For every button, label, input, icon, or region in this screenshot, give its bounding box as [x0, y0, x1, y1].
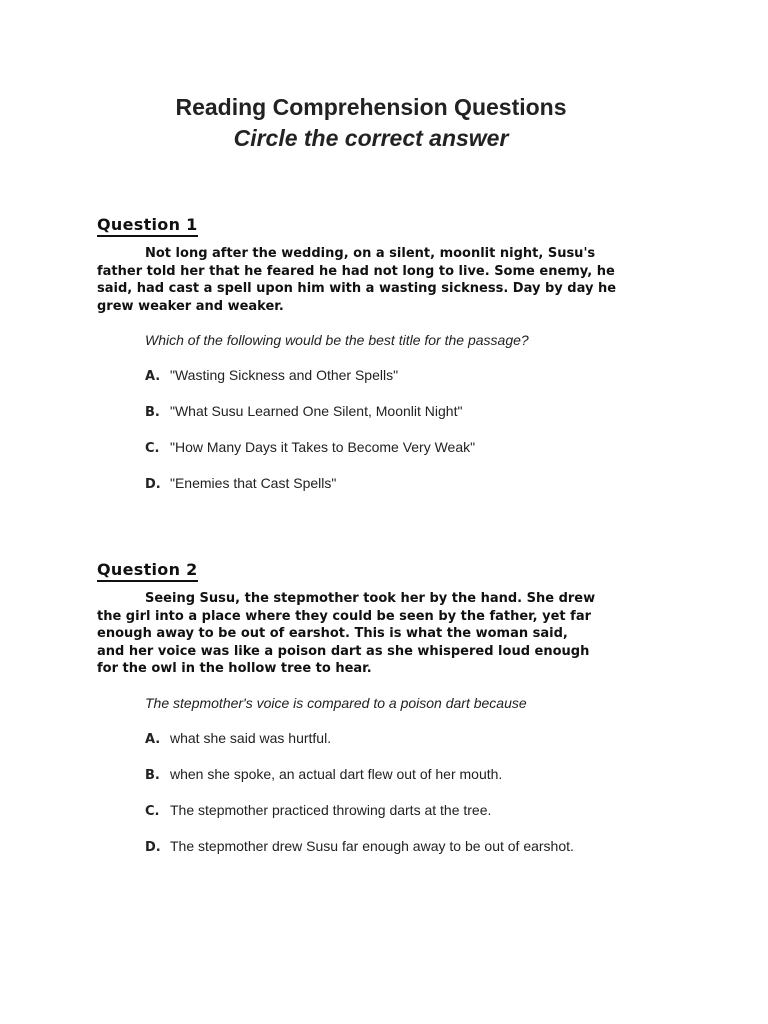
answer-option-c[interactable] [145, 439, 657, 457]
question-heading: Question 2 [97, 561, 198, 582]
answer-option-c[interactable] [145, 802, 657, 820]
question-heading: Question 1 [97, 216, 198, 237]
question-passage [97, 245, 642, 315]
answer-option-d[interactable] [145, 475, 657, 493]
passage-line: the girl into a place where they could be seen by the father, yet far [97, 608, 591, 624]
option-letter: B. [145, 767, 160, 783]
question-passage [97, 590, 597, 678]
passage-line: for the owl in the hollow tree to hear. [97, 661, 372, 676]
option-letter: D. [145, 477, 161, 492]
answer-options [97, 367, 657, 493]
option-text: what she said was hurtful. [170, 729, 332, 746]
option-text: "Enemies that Cast Spells" [170, 475, 337, 491]
question-prompt: Which of the following would be the best title for the passage? [145, 332, 529, 348]
option-letter: C. [145, 803, 160, 819]
passage-line: enough away to be out of earshot. This is what the woman said, [97, 626, 568, 641]
page-subtitle: Circle the correct answer [233, 125, 509, 151]
option-letter: D. [145, 839, 161, 855]
answer-option-a[interactable] [145, 367, 657, 385]
question-2 [97, 561, 657, 856]
option-text: "Wasting Sickness and Other Spells" [170, 367, 399, 383]
passage-line: had cast a spell upon him with a wasting sickness. Day by day he grew [97, 281, 617, 314]
answer-option-b[interactable] [145, 766, 657, 784]
question-prompt: The stepmother's voice is compared to a poison dart because [145, 694, 527, 711]
option-letter: B. [145, 405, 160, 420]
option-text: "What Susu Learned One Silent, Moonlit Night" [170, 403, 463, 419]
answer-option-b[interactable] [145, 403, 657, 421]
passage-line: told her that he feared he had not long to live. Some enemy, he said, [97, 263, 615, 296]
answer-option-a[interactable] [145, 730, 657, 748]
option-text: The stepmother practiced throwing darts at the tree. [170, 801, 492, 818]
option-letter: C. [145, 441, 160, 456]
passage-line: Not long after the wedding, on a silent, moonlit night, Susu's father [97, 246, 596, 279]
answer-options [97, 730, 657, 856]
option-letter: A. [145, 369, 161, 384]
passage-line: Seeing Susu, the stepmother took her by the hand. She drew [145, 591, 596, 606]
passage-line: weaker and weaker. [138, 298, 284, 314]
option-text: The stepmother drew Susu far enough away to be out of earshot. [170, 837, 574, 854]
option-letter: A. [145, 731, 161, 747]
option-text: when she spoke, an actual dart flew out of her mouth. [170, 765, 503, 782]
question-1 [97, 216, 657, 493]
option-text: "How Many Days it Takes to Become Very Weak" [170, 439, 476, 455]
answer-option-d[interactable] [145, 838, 657, 856]
passage-line: and her voice was like a poison dart as she whispered loud enough [97, 643, 590, 659]
page-title: Reading Comprehension Questions [175, 94, 567, 120]
